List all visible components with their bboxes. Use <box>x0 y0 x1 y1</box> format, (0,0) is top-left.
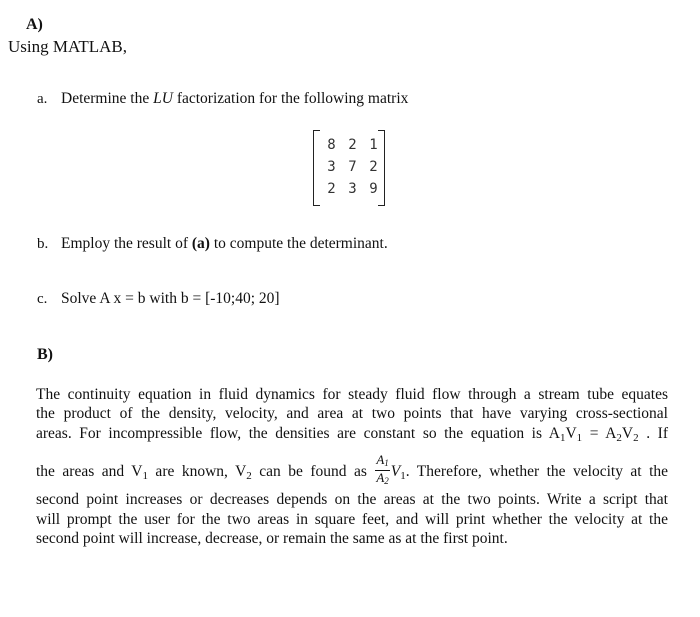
matrix-left-bracket <box>313 130 320 206</box>
paragraph-line: areas. For incompressible flow, the densities are constant so the equation is $A_1V_1 = A_2V_2$ . If <box>36 425 668 444</box>
matrix-cell: 2 <box>327 181 336 197</box>
part-b-heading: B) <box>37 346 53 363</box>
list-item <box>37 90 408 108</box>
matrix-cell: 9 <box>369 181 378 197</box>
area-ratio-fraction: $\frac{A_1}{A_2}$ <box>376 452 389 486</box>
paragraph-line: second point will increase, decrease, or remain the same as at the first point. <box>36 530 508 547</box>
paragraph-line: The continuity equation in fluid dynamics for steady fluid flow through a stream tube equates <box>36 386 668 403</box>
matrix-grid <box>321 134 384 200</box>
paragraph-line: the areas and $V_1$ are known, $V_2$ can be found as $\frac{A_1}{A_2}$ $V_1$. Therefore, whether the velocity at the <box>36 452 669 486</box>
matrix-cell: 7 <box>348 159 357 175</box>
matrix-cell: 1 <box>369 137 378 153</box>
paragraph-line: second point increases or decreases depends on the areas at the two points. Write a script that <box>36 491 668 508</box>
matrix-cell: 8 <box>327 137 336 153</box>
item-text: Employ the result of (a) to compute the determinant. <box>61 235 388 252</box>
intro-text: Using MATLAB, <box>8 37 128 56</box>
matrix-cell: 3 <box>348 181 357 197</box>
list-item <box>37 290 280 308</box>
item-text: Determine the LU factorization for the following matrix <box>61 90 409 107</box>
paragraph-line: the product of the density, velocity, and area at two points that have varying cross-sectional <box>36 405 668 422</box>
item-marker: c. <box>37 291 48 307</box>
item-marker: b. <box>37 236 49 252</box>
paragraph-line: will prompt the user for the two areas in square feet, and will print whether the velocity at the <box>36 511 668 528</box>
matrix <box>313 130 385 206</box>
matrix-cell: 3 <box>327 159 336 175</box>
item-text: Solve A x = b with b = [-10;40; 20] <box>61 290 280 307</box>
list-item <box>37 235 388 253</box>
matrix-cell: 2 <box>348 137 357 153</box>
matrix-cell: 2 <box>369 159 378 175</box>
item-marker: a. <box>37 91 48 107</box>
part-a-heading: A) <box>26 16 43 33</box>
